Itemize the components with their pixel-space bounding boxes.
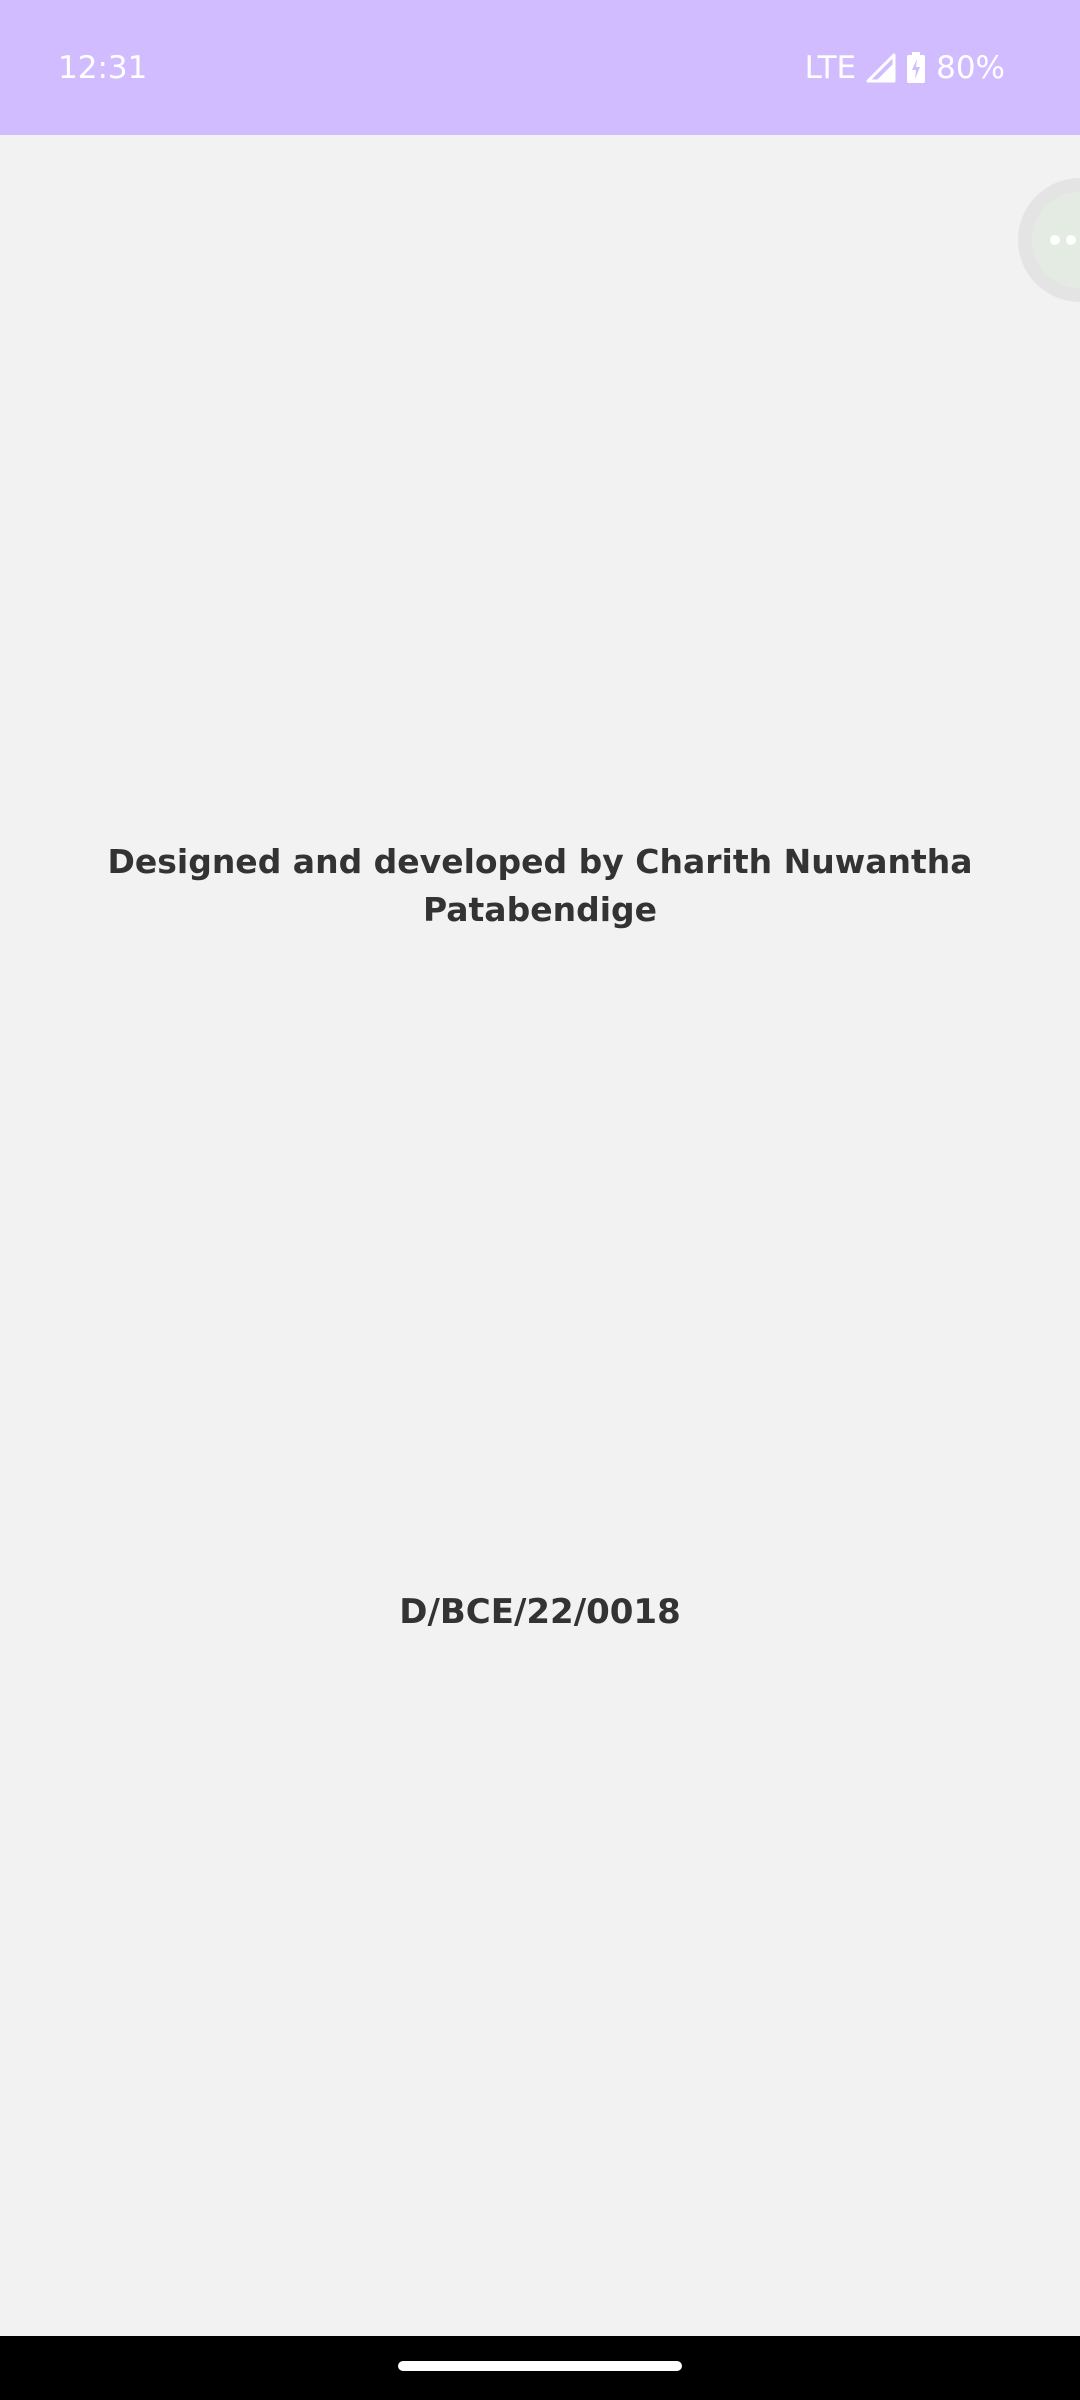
- developer-credit: Designed and developed by Charith Nuwantha Patabendige: [107, 842, 973, 929]
- home-handle-icon[interactable]: [398, 2361, 682, 2371]
- chat-bubble-inner: [1032, 192, 1080, 288]
- status-indicators: [805, 48, 1005, 88]
- battery-percent: 80%: [936, 50, 1005, 86]
- chat-bubble-icon[interactable]: [1018, 178, 1080, 302]
- student-id: D/BCE/22/0018: [399, 1592, 681, 1632]
- status-time: 12:31: [58, 50, 148, 86]
- navigation-bar: [0, 2336, 1080, 2400]
- status-bar: [0, 0, 1080, 135]
- bubble-dot: [1066, 235, 1076, 245]
- signal-icon: [866, 53, 896, 83]
- network-type: LTE: [804, 50, 857, 86]
- bubble-dot: [1050, 235, 1060, 245]
- battery-charging-icon: [906, 52, 926, 84]
